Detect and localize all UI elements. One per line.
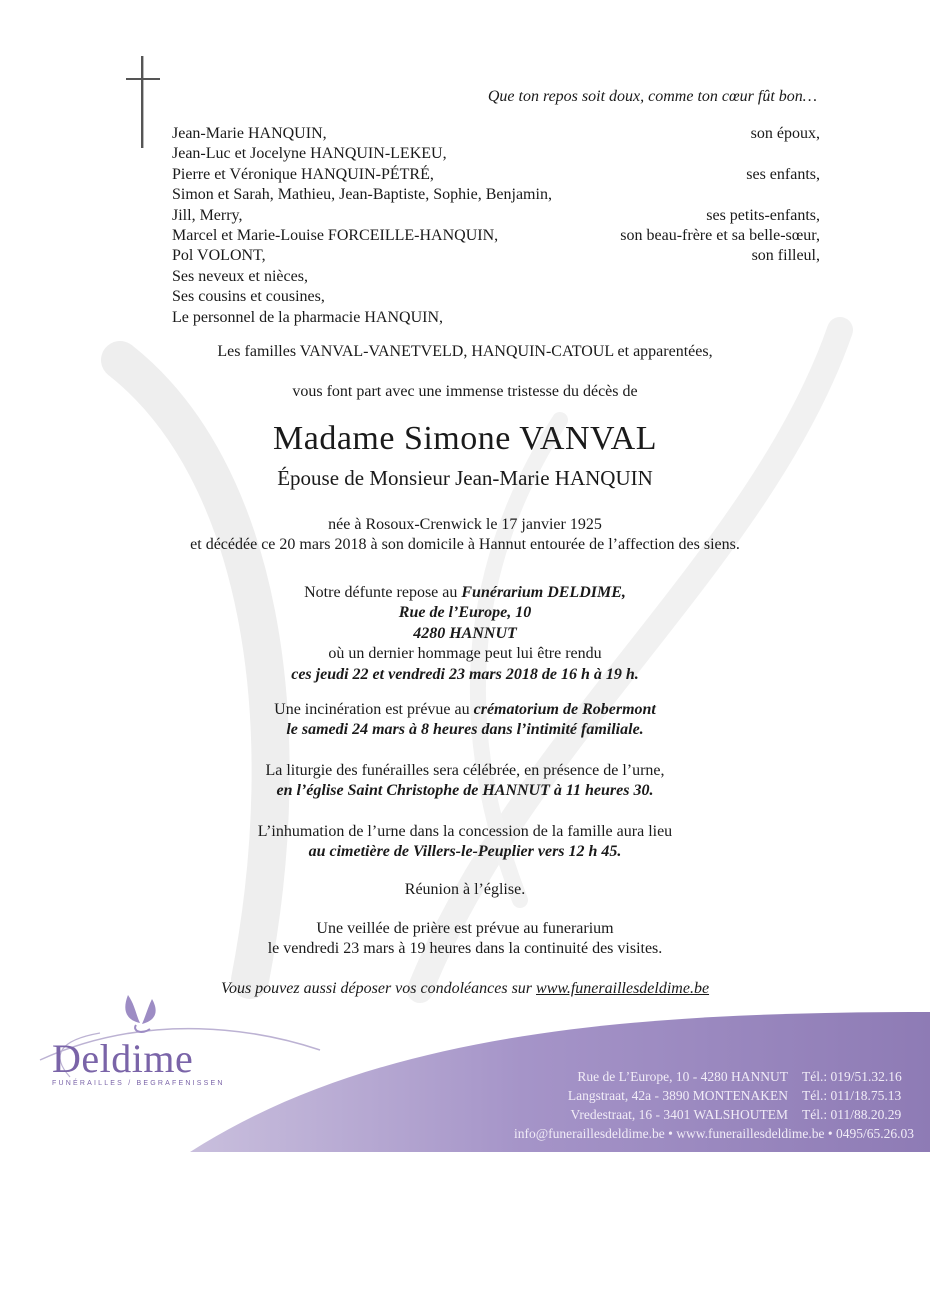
family-row: Le personnel de la pharmacie HANQUIN, [172,308,444,326]
crematorium-name: crématorium de Robermont [473,701,656,718]
family-row: Ses neveux et nièces, [172,267,308,285]
family-row: Marcel et Marie-Louise FORCEILLE-HANQUIN, son beau-frère et sa belle-sœur, [172,227,820,245]
repose-city: 4280 HANNUT [413,624,517,642]
repose-line: Notre défunte repose au Funérarium DELDIME, [304,584,626,601]
funerarium-name: Funérarium DELDIME, [461,584,626,601]
contact-row: Rue de L’Europe, 10 - 4280 HANNUT Tél.: 019/51.32.16 [577,1069,902,1084]
reunion-line: Réunion à l’église. [404,881,526,898]
contact-web-line[interactable]: info@funeraillesdeldime.be • www.funeraillesdeldime.be • 0495/65.26.03 [513,1126,914,1141]
contact-row: Langstraat, 42a - 3890 MONTENAKEN Tél.: 011/18.75.13 [567,1088,902,1103]
deceased-subtitle: Épouse de Monsieur Jean-Marie HANQUIN [277,466,653,490]
families-line: Les familles VANVAL-VANETVELD, HANQUIN-CATOUL et apparentées, [217,343,713,360]
liturgy-place: en l’église Saint Christophe de HANNUT à 11 heures 30. [276,782,654,800]
burial-block: L’inhumation de l’urne dans la concession de la famille aura lieu au cimetière de Villers-le-Peuplier vers 12 h 45. [0,822,930,863]
condolences-link[interactable]: www.funeraillesdeldime.be [536,980,710,997]
epigraph: Que ton repos soit doux, comme ton cœur fût bon… [487,88,817,105]
incineration-when: le samedi 24 mars à 8 heures dans l’intimité familiale. [286,721,644,739]
incineration-block: Une incinération est prévue au crématorium de Robermont le samedi 24 mars à 8 heures dans l’intimité familiale. [0,700,930,741]
birth-line: née à Rosoux-Crenwick le 17 janvier 1925 [328,516,602,533]
contact-row: Vredestraat, 16 - 3401 WALSHOUTEM Tél.: 011/88.20.29 [570,1107,902,1122]
tribute-line: où un dernier hommage peut lui être rendu [328,645,602,663]
contact-block [514,1067,914,1143]
logo-tagline: FUNÉRAILLES / BEGRAFENISSEN [52,1080,225,1087]
family-row: Ses cousins et cousines, [172,288,325,306]
vigil-block: Une veillée de prière est prévue au funerarium le vendredi 23 mars à 19 heures dans la continuité des visites. [267,920,663,958]
family-row: Pierre et Véronique HANQUIN-PÉTRÉ, ses enfants, [172,165,820,183]
deceased-name: Madame Simone VANVAL [273,420,657,457]
family-row: Jean-Marie HANQUIN, son époux, [172,125,820,142]
logo-wordmark: Deldime [52,1036,194,1081]
family-row: Pol VOLONT, son filleul, [172,247,820,265]
condolences-line: Vous pouvez aussi déposer vos condoléances sur www.funeraillesdeldime.be [220,980,710,997]
death-line: et décédée ce 20 mars 2018 à son domicile à Hannut entourée de l’affection des siens. [190,536,740,554]
family-row: Jill, Merry, ses petits-enfants, [172,206,820,224]
liturgy-block: La liturgie des funérailles sera célébrée, en présence de l’urne, en l’église Saint Christophe de HANNUT à 11 heures 30. [0,761,930,802]
family-row: Jean-Luc et Jocelyne HANQUIN-LEKEU, [172,145,447,163]
family-row: Simon et Sarah, Mathieu, Jean-Baptiste, Sophie, Benjamin, [172,186,552,204]
burial-place: au cimetière de Villers-le-Peuplier vers 12 h 45. [308,843,622,861]
repose-street: Rue de l’Europe, 10 [398,604,532,622]
family-list [172,124,820,328]
visiting-dates: ces jeudi 22 et vendredi 23 mars 2018 de 16 h à 19 h. [291,665,639,683]
birth-death-block [0,515,930,556]
cross-icon [124,56,164,151]
repose-block [0,583,930,685]
announce-line: vous font part avec une immense tristesse du décès de [292,383,638,400]
